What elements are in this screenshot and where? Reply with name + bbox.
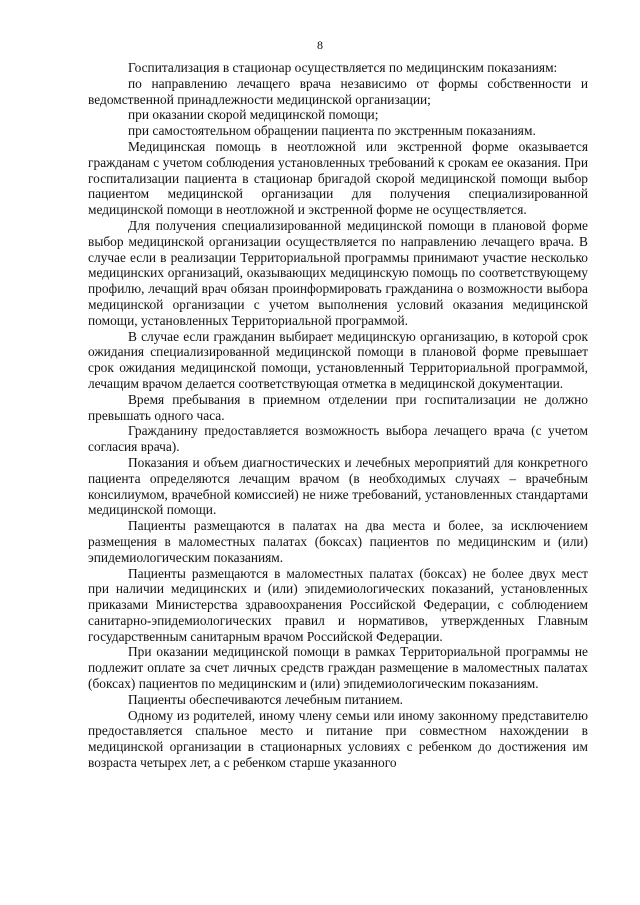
paragraph-urgent-care: Медицинская помощь в неотложной или экстренной форме оказывается гражданам с учетом соблюдения установленных требований к срокам ее оказания. При госпитализации пациента в стационар бригадой скорой медицинской помощи выбор пациентом медицинской организации для получения специализированной медицинской помощи в неотложной и экстренной форме не осуществляется. (88, 138, 588, 218)
paragraph-diagnostics: Показания и объем диагностических и лечебных мероприятий для конкретного пациента определяются лечащим врачом (в необходимых случаях – врачебным консилиумом, врачебной комиссией) не ниже требований, установленных стандартами медицинской помощи. (88, 454, 588, 518)
document-body (88, 60, 588, 771)
paragraph-admission-time: Время пребывания в приемном отделении при госпитализации не должно превышать одного часа. (88, 391, 588, 423)
paragraph-ward-placement: Пациенты размещаются в палатах на два места и более, за исключением размещения в маломестных палатах (боксах) пациентов по медицинским и (или) эпидемиологическим показаниям. (88, 518, 588, 565)
paragraph-planned-care: Для получения специализированной медицинской помощи в плановой форме выбор медицинской организации осуществляется по направлению лечащего врача. В случае если в реализации Территориальной программы принимают участие несколько медицинских организаций, оказывающих медицинскую помощь по соответствующему профилю, лечащий врач обязан проинформировать гражданина о возможности выбора медицинской организации с учетом выполнения условий оказания медицинской помощи, установленных Территориальной программой. (88, 217, 588, 328)
paragraph-emergency-care: при оказании скорой медицинской помощи; (128, 107, 379, 123)
paragraph-by-referral: по направлению лечащего врача независимо от формы собственности и ведомственной принадлежности медицинской организации; (88, 75, 588, 107)
paragraph-small-wards: Пациенты размещаются в маломестных палатах (боксах) не более двух мест при наличии медицинских и (или) эпидемиологических показаний, установленных приказами Министерства здравоохранения Российской Федерации, с соблюдением санитарно-эпидемиологических правил и нормативов, утвержденных Главным государственным санитарным врачом Российской Федерации. (88, 565, 588, 644)
paragraph-doctor-choice: Гражданину предоставляется возможность выбора лечащего врача (с учетом согласия врача). (88, 423, 588, 455)
paragraph-waiting-time: В случае если гражданин выбирает медицинскую организацию, в которой срок ожидания специализированной медицинской помощи в плановой форме превышает срок ожидания медицинской помощи, установленный Территориальной программой, лечащим врачом делается соответствующая отметка в медицинской документации. (88, 328, 588, 391)
page-number: 8 (317, 38, 323, 52)
paragraph-hospitalization-grounds: Госпитализация в стационар осуществляется по медицинским показаниям: (128, 60, 558, 75)
paragraph-free-small-wards: При оказании медицинской помощи в рамках Территориальной программы не подлежит оплате за счет личных средств граждан размещение в маломестных палатах (боксах) пациентов по медицинским и (или) эпидемиологическим показаниям. (88, 644, 588, 692)
paragraph-parent-stay: Одному из родителей, иному члену семьи или иному законному представителю предоставляется спальное место и питание при совместном нахождении в медицинской организации в стационарных условиях с ребенком до достижения им возраста четырех лет, а с ребенком старше указанного (88, 707, 588, 771)
paragraph-nutrition: Пациенты обеспечиваются лечебным питанием. (128, 691, 404, 707)
paragraph-self-referral: при самостоятельном обращении пациента по экстренным показаниям. (128, 123, 536, 139)
